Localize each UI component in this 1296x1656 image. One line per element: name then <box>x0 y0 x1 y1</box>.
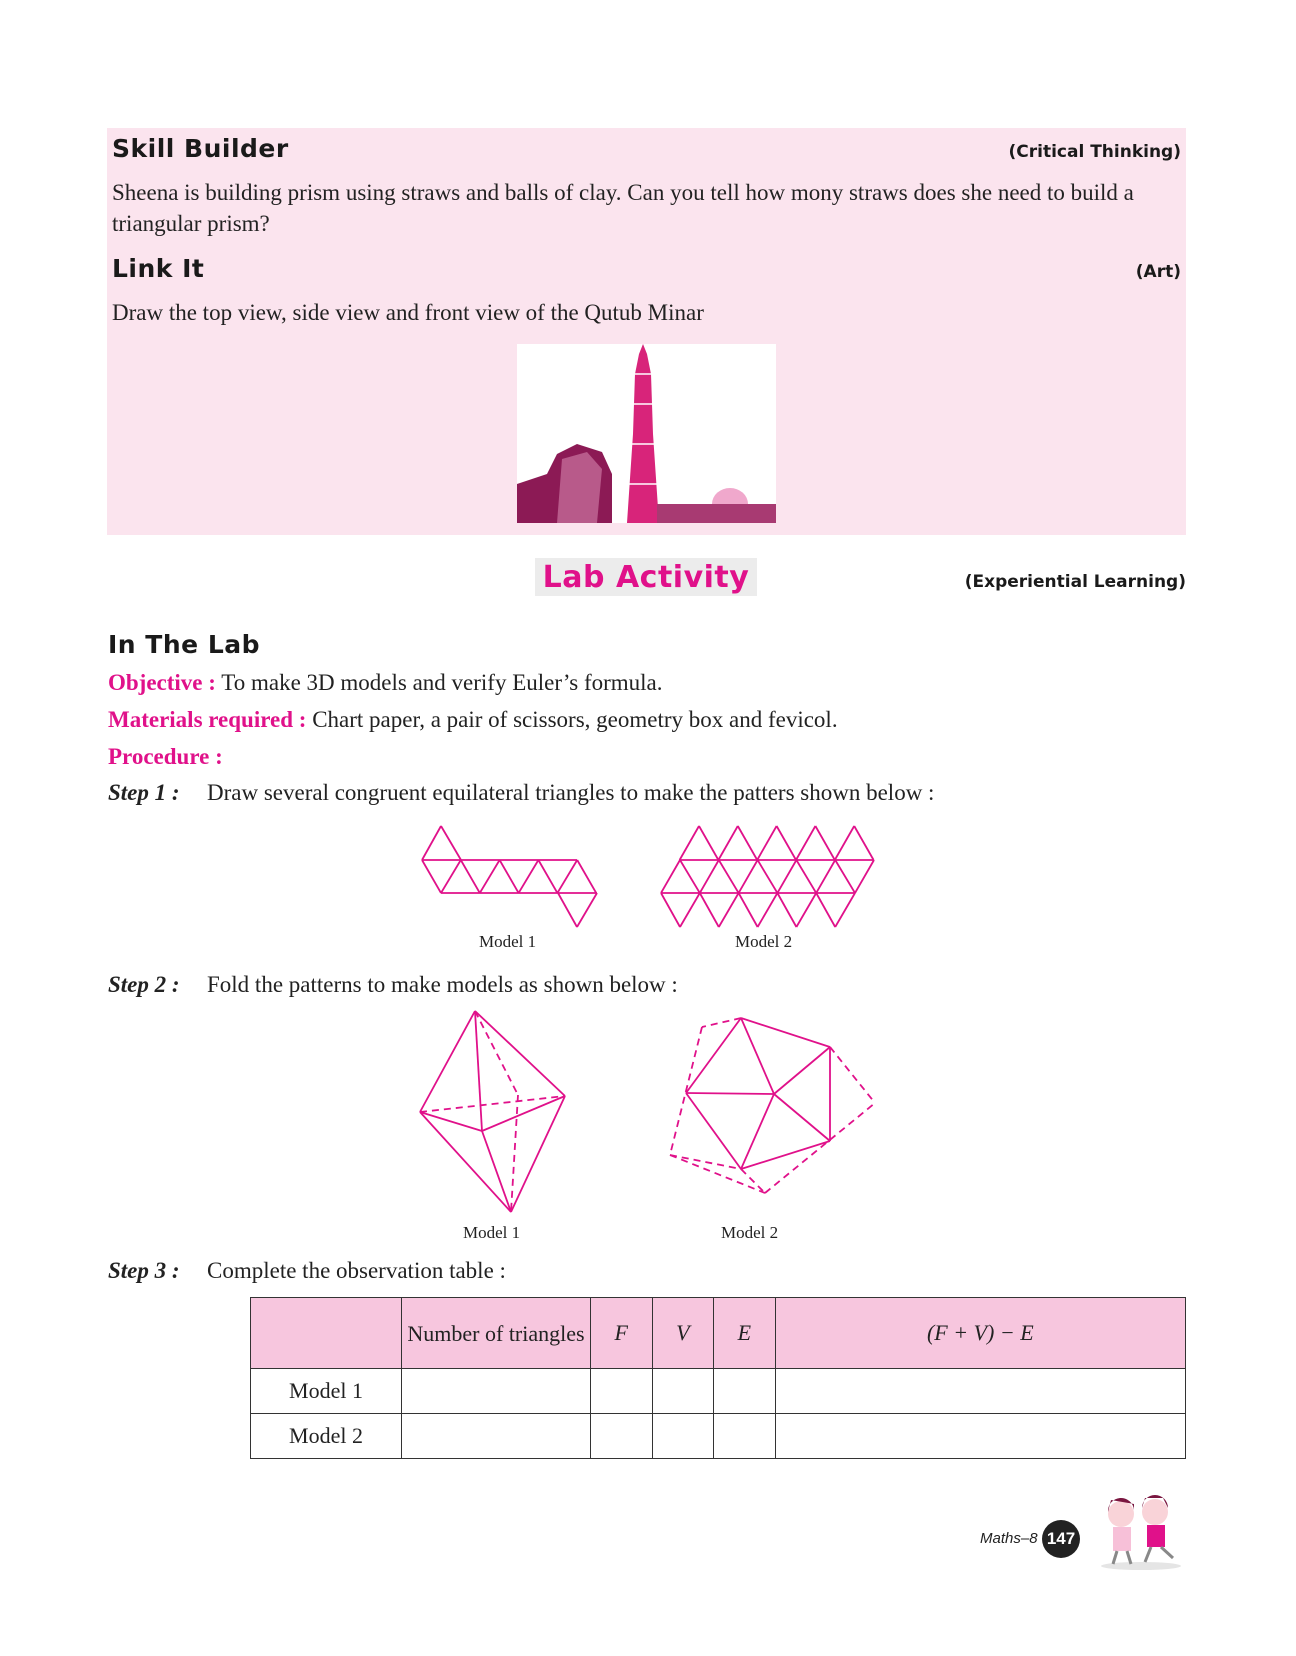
net2-edge <box>757 826 776 860</box>
net2-edge <box>739 893 758 927</box>
kids-illustration <box>1093 1492 1189 1572</box>
model2-edge <box>686 1018 741 1093</box>
net-caption-model-2: Model 2 <box>735 932 793 951</box>
objective-text: To make 3D models and verify Euler’s formula. <box>221 670 663 695</box>
net1-edge <box>480 860 500 893</box>
observation-table <box>250 1297 1186 1459</box>
net2-edge <box>835 826 854 860</box>
step-2 <box>108 969 678 1000</box>
skill-builder-tag: (Critical Thinking) <box>1008 142 1181 162</box>
cell[interactable] <box>775 1369 1185 1414</box>
table-header-row <box>251 1298 1186 1369</box>
header-v: V <box>652 1298 714 1369</box>
model1-edge <box>420 1112 482 1131</box>
step-3 <box>108 1255 506 1286</box>
net1-edge <box>519 860 539 893</box>
cell[interactable] <box>652 1369 714 1414</box>
cell[interactable] <box>402 1414 591 1459</box>
net2-edge <box>815 826 834 860</box>
net1-edge <box>441 826 461 860</box>
qutub-minar-image <box>517 344 776 523</box>
net2-edge <box>680 860 700 893</box>
step-text: Fold the patterns to make models as shown below : <box>207 972 678 997</box>
model-caption-model-2: Model 2 <box>721 1223 779 1242</box>
step-text: Draw several congruent equilateral triangles to make the patters shown below : <box>207 780 935 805</box>
cell[interactable] <box>591 1414 653 1459</box>
net2-edge <box>718 826 737 860</box>
net2-edge <box>700 893 719 927</box>
model1-edge <box>475 1011 565 1096</box>
net2-edge <box>777 860 796 893</box>
step-text: Complete the observation table : <box>207 1258 506 1283</box>
model2-edge <box>686 1093 741 1169</box>
model2-edge <box>741 1018 830 1047</box>
net2-edge <box>796 893 816 927</box>
net2-edge <box>699 826 718 860</box>
model2-edge <box>741 1094 774 1169</box>
cell[interactable] <box>591 1369 653 1414</box>
model1-edge <box>420 1112 511 1212</box>
row-label: Model 1 <box>251 1369 402 1414</box>
net2-edge <box>700 860 719 893</box>
net1-edge <box>558 893 577 927</box>
model1-edge <box>475 1011 482 1131</box>
link-it-text: Draw the top view, side view and front view of the Qutub Minar <box>112 300 704 325</box>
lab-activity-title: Lab Activity <box>542 560 750 595</box>
materials-line <box>108 704 838 735</box>
skill-builder-text: Sheena is building prism using straws and balls of clay. Can you tell how mony straws does she need to build a triangular prism? <box>112 180 1134 236</box>
net2-edge <box>680 893 700 927</box>
net1-edge <box>500 860 519 893</box>
net1-edge <box>441 860 461 893</box>
header-number-of-triangles: Number of triangles <box>402 1298 591 1369</box>
procedure-label: Procedure : <box>108 744 223 769</box>
net1-edge <box>538 860 557 893</box>
net1-edge <box>557 860 577 893</box>
net2-edge <box>855 860 874 893</box>
net-caption-model-1: Model 1 <box>479 932 537 951</box>
net2-edge <box>835 893 855 927</box>
in-the-lab-heading: In The Lab <box>108 630 261 659</box>
net2-edge <box>661 860 680 893</box>
step-label: Step 1 : <box>108 780 180 805</box>
net2-edge <box>661 893 680 927</box>
net1-edge <box>461 860 480 893</box>
net2-edge <box>796 826 815 860</box>
model2-hidden-edge <box>702 1018 741 1027</box>
header-blank <box>251 1298 402 1369</box>
materials-label: Materials required : <box>108 707 307 732</box>
header-euler: (F + V) − E <box>775 1298 1185 1369</box>
footer-book: Maths–8 <box>980 1530 1038 1547</box>
step-1 <box>108 777 934 808</box>
model2-hidden-edge <box>670 1155 741 1169</box>
net1-edge <box>577 893 597 927</box>
table-row <box>251 1369 1186 1414</box>
net2-edge <box>777 893 796 927</box>
model2-hidden-edge <box>741 1169 765 1193</box>
objective-line <box>108 667 663 698</box>
header-e: E <box>714 1298 776 1369</box>
net2-edge <box>719 893 739 927</box>
net2-edge <box>854 826 873 860</box>
cell[interactable] <box>714 1414 776 1459</box>
net2-edge <box>835 860 855 893</box>
model2-edge <box>686 1093 774 1094</box>
model1-edge <box>420 1011 475 1112</box>
model1-hidden-edge <box>475 1011 518 1095</box>
cell[interactable] <box>714 1369 776 1414</box>
objective-label: Objective : <box>108 670 216 695</box>
net2-edge <box>739 860 758 893</box>
net2-edge <box>738 826 757 860</box>
net2-edge <box>719 860 739 893</box>
step-label: Step 2 : <box>108 972 180 997</box>
header-f: F <box>591 1298 653 1369</box>
table-row <box>251 1414 1186 1459</box>
model1-hidden-edge <box>420 1096 565 1112</box>
model2-hidden-edge <box>830 1047 875 1103</box>
row-label: Model 2 <box>251 1414 402 1459</box>
net2-edge <box>816 893 835 927</box>
net1-edge <box>422 860 441 893</box>
model2-edge <box>774 1094 830 1141</box>
net2-edge <box>680 826 699 860</box>
model1-edge <box>511 1096 565 1212</box>
model1-hidden-edge <box>511 1095 518 1212</box>
net2-edge <box>758 893 778 927</box>
model2-edge <box>774 1047 830 1094</box>
net1-edge <box>577 860 596 893</box>
lab-activity-tag: (Experiential Learning) <box>964 572 1186 592</box>
page-number: 147 <box>1042 1520 1080 1558</box>
model2-hidden-edge <box>765 1103 875 1193</box>
net2-edge <box>777 826 796 860</box>
skill-builder-heading: Skill Builder <box>112 134 289 163</box>
model2-hidden-edge <box>670 1027 702 1155</box>
net2-edge <box>758 860 778 893</box>
model2-hidden-edge <box>670 1155 765 1193</box>
link-it-tag: (Art) <box>1135 262 1181 282</box>
model2-edge <box>741 1141 830 1169</box>
cell[interactable] <box>775 1414 1185 1459</box>
model1-edge <box>482 1096 565 1131</box>
materials-text: Chart paper, a pair of scissors, geometry box and fevicol. <box>312 707 838 732</box>
model1-edge <box>482 1131 511 1212</box>
model2-edge <box>741 1018 774 1094</box>
step-label: Step 3 : <box>108 1258 180 1283</box>
link-it-heading: Link It <box>112 254 205 283</box>
net1-edge <box>422 826 441 860</box>
net2-edge <box>816 860 835 893</box>
model-caption-model-1: Model 1 <box>463 1223 521 1242</box>
cell[interactable] <box>652 1414 714 1459</box>
cell[interactable] <box>402 1369 591 1414</box>
net2-edge <box>796 860 816 893</box>
